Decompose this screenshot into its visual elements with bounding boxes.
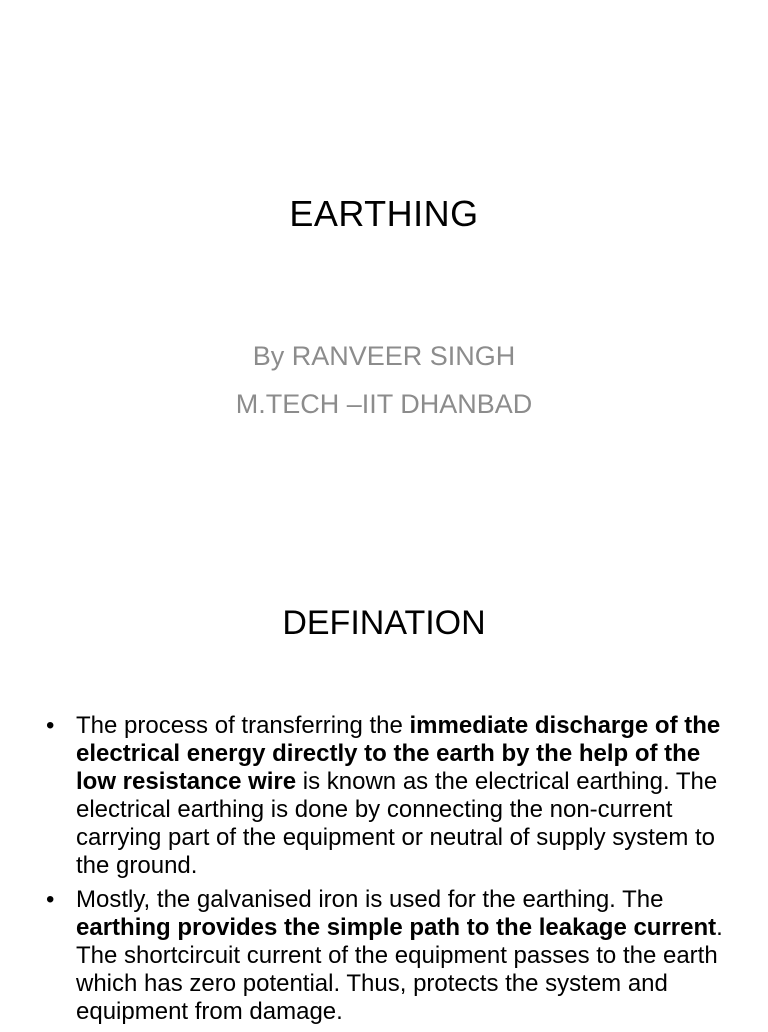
bullet-icon: • (46, 712, 55, 739)
slide-title: EARTHING (289, 193, 479, 234)
bullet-text: . The shortcircuit current of the equipment passes to the earth which has zero potential. Thus, protects the system and equipment from damage. (76, 914, 723, 1025)
bullet-icon: • (46, 886, 55, 913)
bullet-text: is known as the electrical earthing. The electrical earthing is done by connecting the non-current carrying part of the equipment or neutral of supply system to the ground. (76, 768, 718, 879)
bullet-item (46, 712, 726, 880)
definition-title: DEFINATION (282, 604, 486, 642)
author-line: By RANVEER SINGH (252, 341, 516, 371)
slide-subtitle (0, 332, 768, 428)
definition-slide (0, 576, 768, 1024)
affiliation-line: M.TECH –IIT DHANBAD (235, 389, 533, 419)
bullet-text: Mostly, the galvanised iron is used for the earthing. The (76, 886, 664, 913)
bullet-bold-text: immediate discharge of the electrical energy directly to the earth by the help of the low resistance wire (76, 712, 721, 795)
bullet-list (46, 712, 726, 1032)
bullet-item (46, 886, 726, 1026)
bullet-text: The process of transferring the (76, 712, 410, 739)
bullet-bold-text: earthing provides the simple path to the leakage current (76, 914, 717, 941)
